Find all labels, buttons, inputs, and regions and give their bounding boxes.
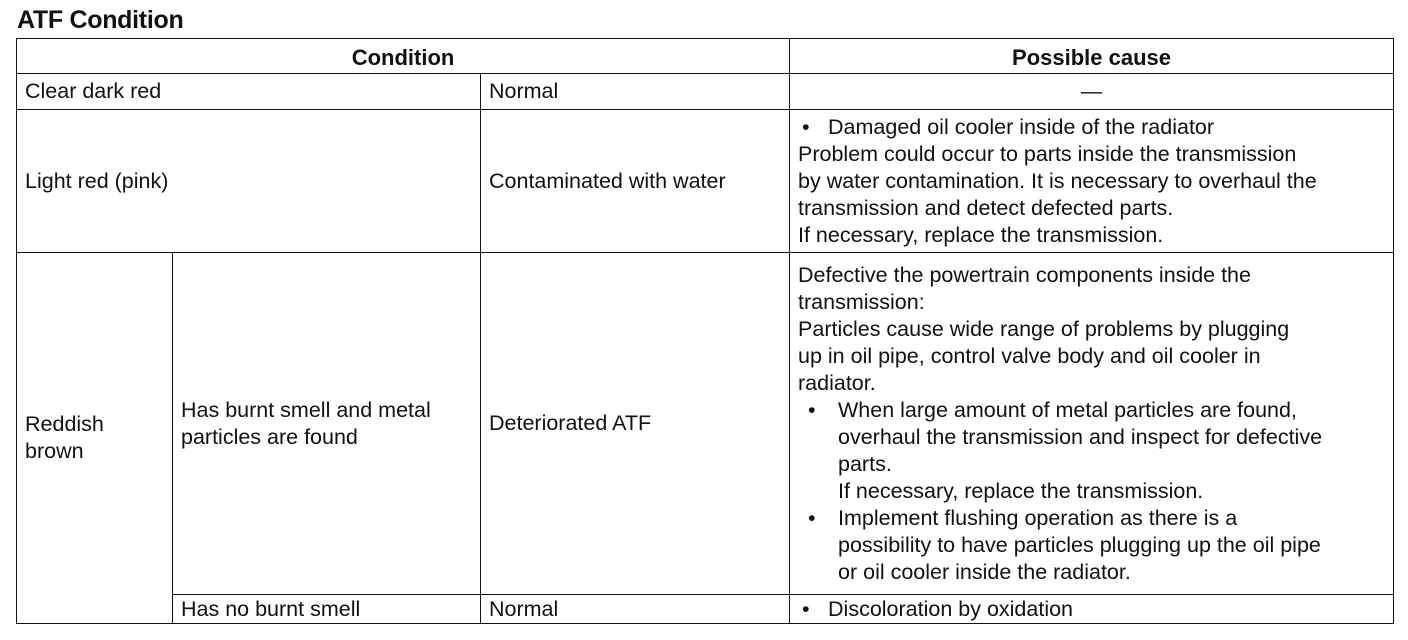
- possible-cause-cell: [790, 253, 1394, 595]
- table-row: [17, 253, 1394, 595]
- bullet-icon: •: [802, 596, 810, 621]
- condition-color-cell: Light red (pink): [17, 110, 481, 253]
- cause-line: Problem could occur to parts inside the transmission: [798, 141, 1297, 166]
- bullet-text: Discoloration by oxidation: [828, 596, 1074, 621]
- bullet-continuation: or oil cooler inside the radiator.: [838, 559, 1131, 584]
- condition-state-cell: Deteriorated ATF: [481, 253, 790, 595]
- condition-header: Condition: [17, 39, 790, 74]
- bullet-text: Implement flushing operation as there is a: [838, 505, 1238, 530]
- condition-state-cell: Normal: [481, 595, 790, 624]
- color-line: Reddish: [25, 412, 104, 436]
- subcondition-cell: Has no burnt smell: [173, 595, 481, 624]
- subcondition-line: Has burnt smell and metal: [181, 397, 431, 422]
- bullet-continuation: If necessary, replace the transmission.: [838, 478, 1204, 503]
- cause-line: by water contamination. It is necessary to overhaul the: [798, 168, 1317, 193]
- bullet-text: Damaged oil cooler inside of the radiator: [828, 114, 1215, 139]
- possible-cause-header: Possible cause: [790, 39, 1394, 74]
- possible-cause-cell: [790, 595, 1394, 624]
- possible-cause-cell: [790, 74, 1394, 110]
- header-row: [17, 39, 1394, 74]
- table-row: [17, 110, 1394, 253]
- color-line: brown: [25, 439, 84, 463]
- bullet-icon: •: [808, 397, 816, 422]
- bullet-text: When large amount of metal particles are found,: [838, 397, 1297, 422]
- subcondition-line: particles are found: [181, 424, 358, 449]
- table-row: [17, 74, 1394, 110]
- cause-line: radiator.: [798, 370, 876, 395]
- cause-line: up in oil pipe, control valve body and oil cooler in: [798, 343, 1261, 368]
- condition-state-cell: Contaminated with water: [481, 110, 790, 253]
- table-row: [17, 595, 1394, 624]
- condition-color-cell: [17, 253, 173, 624]
- condition-state-cell: Normal: [481, 74, 790, 110]
- bullet-item: [798, 596, 1385, 623]
- possible-cause-cell: [790, 110, 1394, 253]
- cause-line: transmission:: [798, 289, 925, 314]
- cause-line: If necessary, replace the transmission.: [798, 222, 1164, 247]
- bullet-icon: •: [808, 505, 816, 530]
- bullet-item: [798, 397, 1385, 424]
- bullet-continuation: overhaul the transmission and inspect for defective: [838, 424, 1323, 449]
- dash-text: —: [1080, 79, 1103, 103]
- bullet-icon: •: [802, 114, 810, 139]
- bullet-continuation: parts.: [838, 451, 892, 476]
- page-title: ATF Condition: [17, 6, 184, 34]
- bullet-continuation: possibility to have particles plugging up the oil pipe: [838, 532, 1321, 557]
- cause-line: Particles cause wide range of problems by plugging: [798, 316, 1290, 341]
- bullet-item: [798, 114, 1385, 141]
- bullet-item: [798, 505, 1385, 532]
- atf-condition-table: [16, 38, 1394, 624]
- condition-color-cell: Clear dark red: [17, 74, 481, 110]
- cause-line: Defective the powertrain components inside the: [798, 262, 1251, 287]
- subcondition-cell: [173, 253, 481, 595]
- cause-line: transmission and detect defected parts.: [798, 195, 1174, 220]
